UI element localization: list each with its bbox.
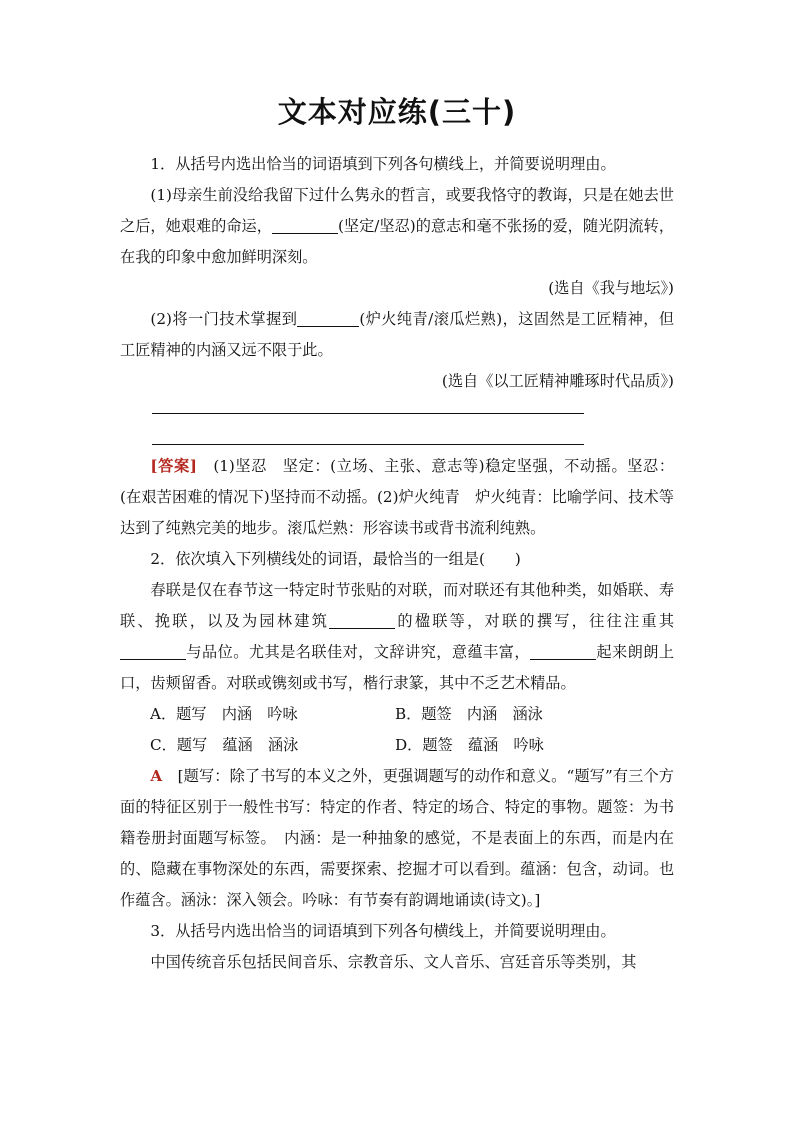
- q2-options-row-1: [120, 699, 674, 730]
- q2-stem-text: 2．依次填入下列横线处的词语，最恰当的一组是(: [150, 550, 485, 568]
- q1-s2-text-a: (2)将一门技术掌握到: [150, 310, 298, 328]
- q1-s2-blank: [297, 308, 359, 327]
- q1-s1-blank: [272, 215, 338, 234]
- q2-passage-b: 的楹联等，对联的撰写，往往注重其: [395, 612, 675, 630]
- page-title: 文本对应练(三十): [277, 95, 517, 129]
- q1-answer: [120, 451, 674, 544]
- answer-line-2: [152, 444, 584, 445]
- q2-passage: [120, 575, 674, 699]
- q2-passage-d: 起来朗朗上口，齿颊留香。对联或镌刻或书写，楷行隶篆，其中不乏艺术精品。: [120, 643, 675, 692]
- q2-option-d: D．题签 蕴涵 吟咏: [395, 736, 544, 754]
- q1-s1-text-a: (1)母亲生前没给我留下过什么隽永的哲言，或要我恪守的教诲，只是在她去世之后，她艰难的命运，: [120, 186, 674, 235]
- q2-passage-c: 与品位。尤其是名联佳对，文辞讲究，意蕴丰富，: [186, 643, 530, 661]
- q2-stem: [120, 544, 674, 575]
- q2-option-a: A．题写 内涵 吟咏: [150, 705, 298, 723]
- q2-option-c: C．题写 蕴涵 涵泳: [150, 736, 299, 754]
- answer-line-1: [152, 413, 584, 414]
- q1-sentence-1: [120, 180, 674, 273]
- q2-options-row-2: [120, 730, 674, 761]
- answer-tag: [答案]: [150, 457, 197, 475]
- q2-answer-letter: A: [150, 767, 163, 785]
- q1-s1-source: (选自《我与地坛》): [548, 279, 674, 297]
- q2-blank-1: [329, 610, 395, 629]
- q2-stem-close: ): [514, 550, 521, 568]
- q1-s2-text-b: (炉火纯青/滚瓜烂熟)，这固然是工匠精神，但工匠精神的内涵又远不限于此。: [120, 310, 675, 359]
- q3-passage: 中国传统音乐包括民间音乐、宗教音乐、文人音乐、宫廷音乐等类别，其: [150, 953, 637, 971]
- q2-answer: [120, 761, 674, 916]
- q1-s1-text-b: (坚定/坚忍)的意志和毫不张扬的爱，随光阴流转，在我的印象中愈加鲜明深刻。: [120, 217, 675, 266]
- document-body: [120, 149, 674, 978]
- q3-stem: 3．从括号内选出恰当的词语填到下列各句横线上，并简要说明理由。: [150, 922, 616, 940]
- q1-stem: 1．从括号内选出恰当的词语填到下列各句横线上，并简要说明理由。: [150, 155, 616, 173]
- q2-option-b: B．题签 内涵 涵泳: [395, 705, 543, 723]
- q2-answer-text: [题写：除了书写的本义之外，更强调题写的动作和意义。“题写”有三个方面的特征区别于一般性书写：特定的作者、特定的场合、特定的事物。题签：为书籍卷册封面题写标签。 内涵：是一种抽象的感觉，不是表面上的东西，而是内在的、隐藏在事物深处的东西，需要探索、挖掘才可以看到。蕴涵：包含，动词。也作蕴含。涵泳：深入领会。吟咏：有节奏有韵调地诵读(诗文)。]: [120, 767, 674, 909]
- q2-blank-2: [120, 641, 186, 660]
- q1-s2-source: (选自《以工匠精神雕琢时代品质》): [441, 372, 674, 390]
- q2-passage-a: 春联是仅在春节这一特定时节张贴的对联，而对联还有其他种类，如婚联、寿联、挽联，以及为园林建筑: [120, 581, 674, 630]
- q1-sentence-2: [120, 304, 674, 366]
- q1-answer-text: (1)坚忍 坚定：(立场、主张、意志等)稳定坚强，不动摇。坚忍：(在艰苦困难的情况下)坚持而不动摇。(2)炉火纯青 炉火纯青：比喻学问、技术等达到了纯熟完美的地步。滚瓜烂熟：形容读书或背书流利纯熟。: [120, 457, 675, 537]
- q2-blank-3: [530, 641, 596, 660]
